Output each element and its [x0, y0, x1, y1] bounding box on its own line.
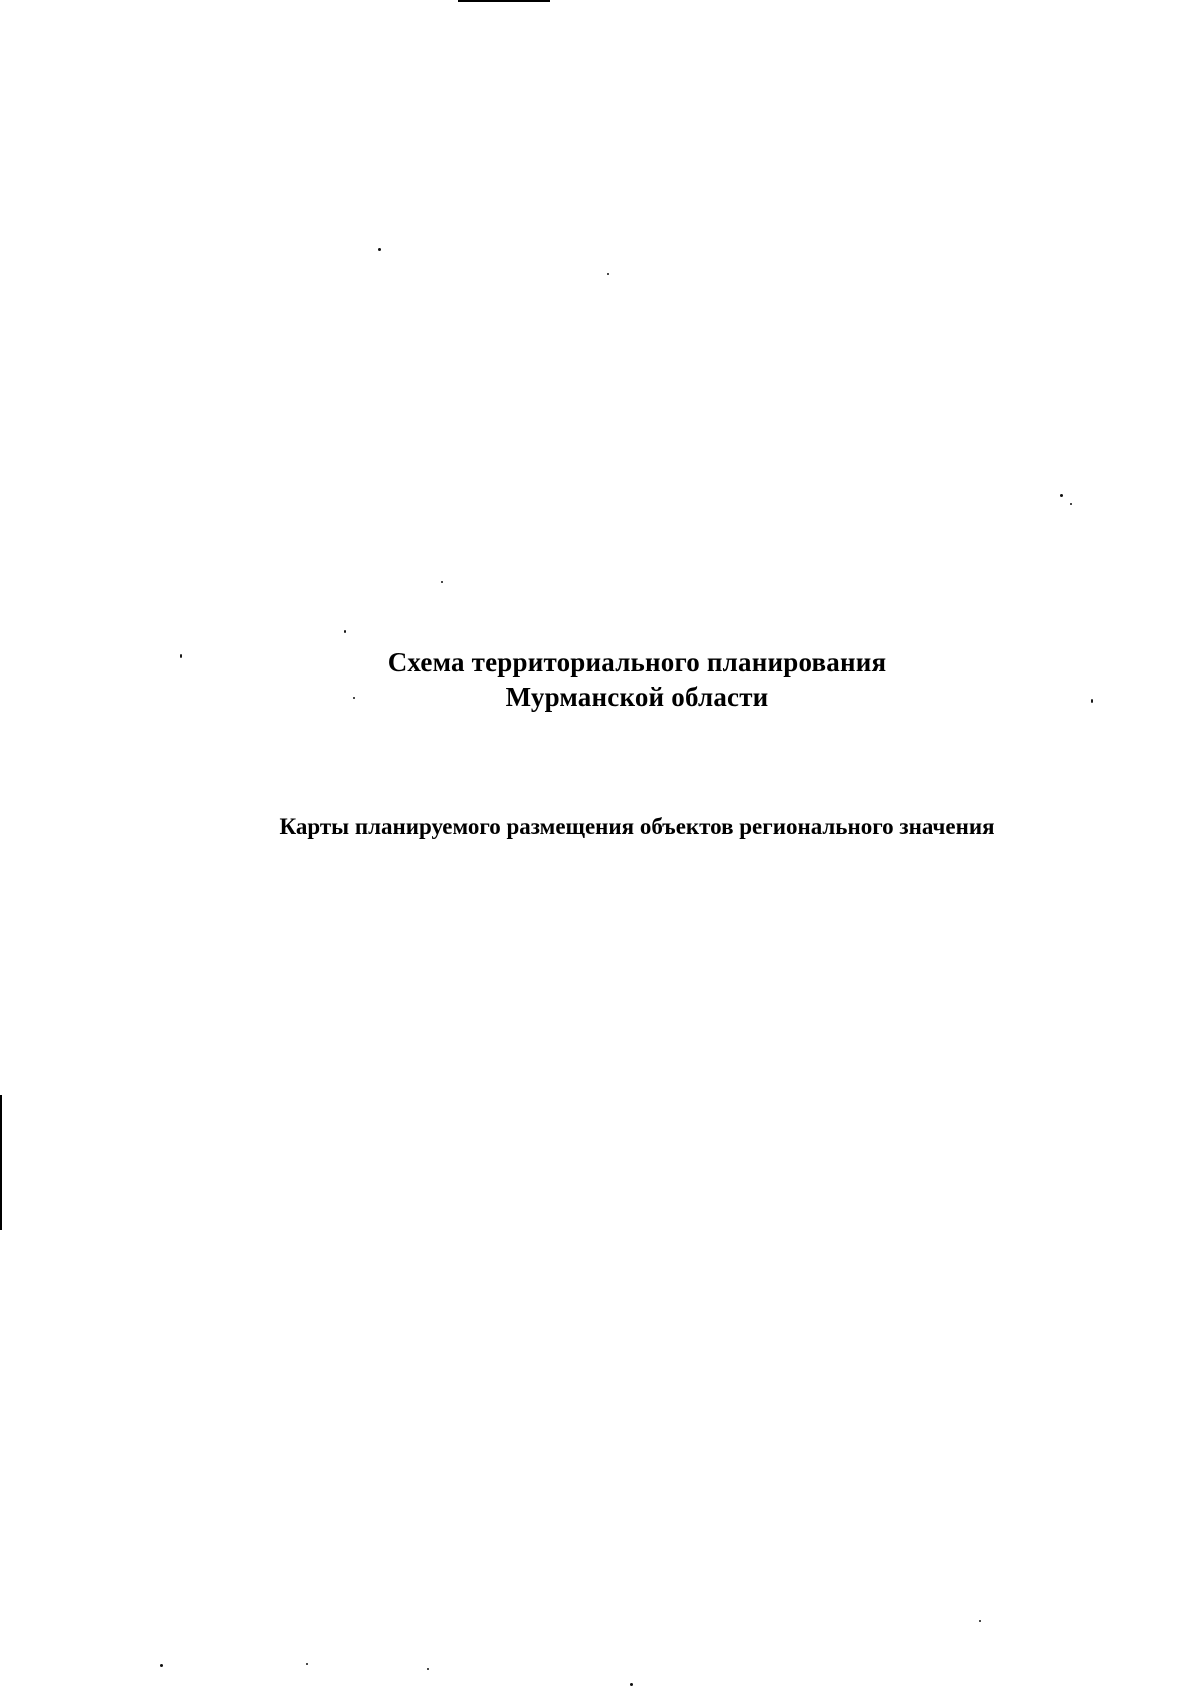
scan-speck [1070, 503, 1072, 505]
scan-speck [441, 581, 443, 583]
scan-mark-left [0, 1095, 2, 1230]
scan-speck [160, 1664, 163, 1667]
scan-speck [979, 1620, 981, 1622]
scan-speck [306, 1663, 308, 1665]
scan-speck [1060, 494, 1063, 497]
title-line-2: Мурманской области [505, 682, 769, 712]
title-line-1: Схема территориального планирования [387, 647, 887, 677]
scan-speck [378, 248, 381, 251]
scan-speck [344, 630, 346, 633]
scan-speck [630, 1683, 633, 1686]
document-subtitle: Карты планируемого размещения объектов регионального значения [279, 814, 995, 839]
scan-speck [427, 1668, 429, 1670]
document-title [0, 645, 1200, 715]
scan-mark-top [458, 0, 550, 2]
scan-speck [607, 273, 609, 275]
